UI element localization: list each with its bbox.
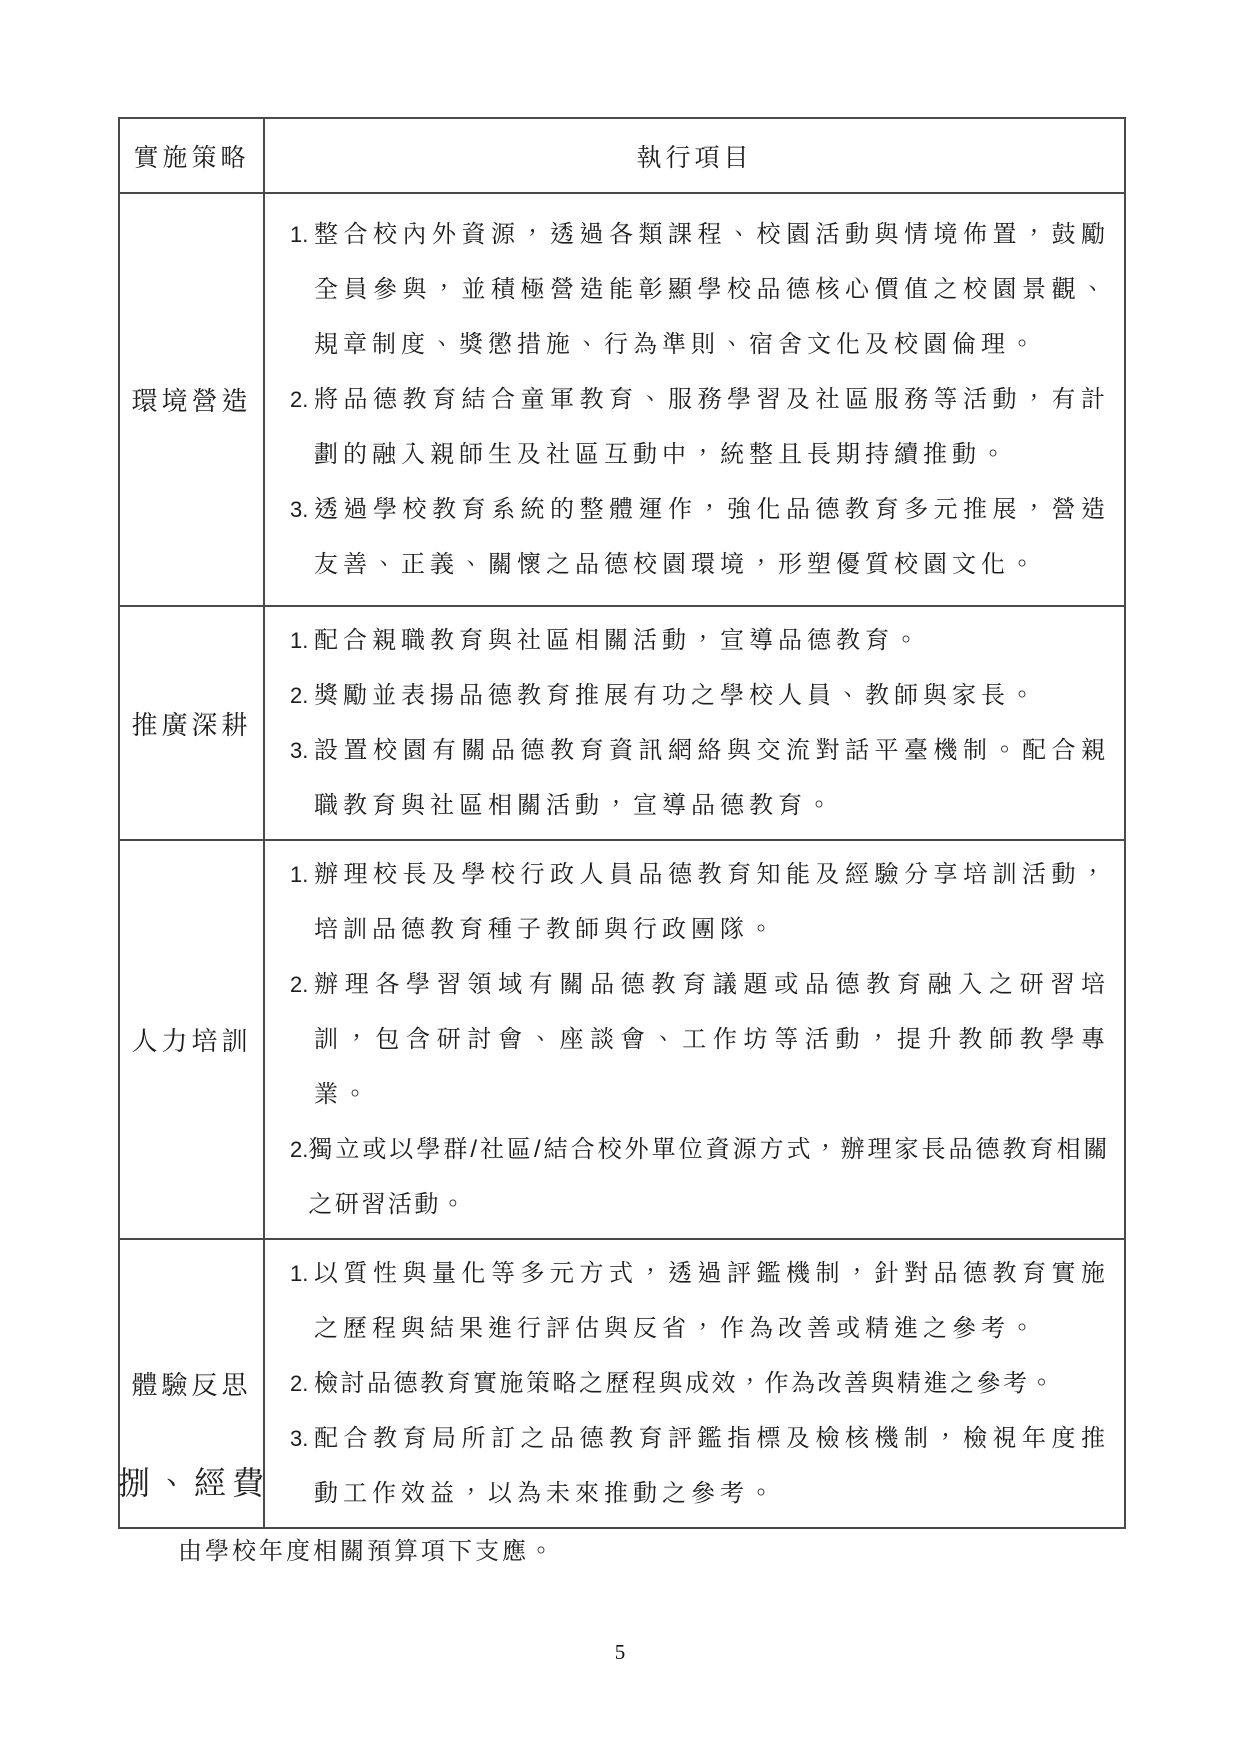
strategy-cell: 人力培訓 [120, 841, 265, 1238]
item-number: 2. [290, 683, 309, 708]
list-item [290, 482, 1110, 592]
section-heading: 捌、經費 [118, 1465, 271, 1501]
item-number: 1. [290, 1261, 309, 1286]
list-item [290, 207, 1110, 372]
list-item [290, 613, 1110, 668]
list-item [290, 957, 1110, 1122]
header-items-cell: 執行項目 [636, 143, 753, 172]
item-text: 整合校內外資源，透過各類課程、校園活動與情境佈置，鼓勵全員參與，並積極營造能彰顯學校品德核心價值之校園景觀、規章制度、獎懲措施、行為準則、宿舍文化及校園倫理。 [314, 221, 1110, 358]
table-row [120, 192, 1124, 605]
table-row [120, 605, 1124, 839]
strategy-cell: 環境營造 [120, 194, 265, 605]
page-number: 5 [614, 1640, 626, 1664]
item-text: 辦理各學習領域有關品德教育議題或品德教育融入之研習培訓，包含研討會、座談會、工作坊等活動，提升教師教學專業。 [314, 971, 1110, 1108]
item-number: 1. [290, 222, 309, 247]
list-item [290, 1411, 1110, 1521]
item-text: 辦理校長及學校行政人員品德教育知能及經驗分享培訓活動，培訓品德教育種子教師與行政團隊。 [314, 861, 1110, 943]
list-item [290, 847, 1110, 957]
items-cell [265, 607, 1124, 839]
item-text: 以質性與量化等多元方式，透過評鑑機制，針對品德教育實施之歷程與結果進行評估與反省，作為改善或精進之參考。 [314, 1260, 1110, 1342]
strategy-cell: 體驗反思 [120, 1240, 265, 1527]
items-cell [265, 194, 1124, 605]
items-cell [265, 1240, 1124, 1527]
item-text: 透過學校教育系統的整體運作，強化品德教育多元推展，營造友善、正義、關懷之品德校園環境，形塑優質校園文化。 [314, 496, 1110, 578]
item-text: 配合親職教育與社區相關活動，宣導品德教育。 [314, 627, 923, 654]
item-number: 3. [290, 1426, 309, 1451]
item-number: 2. [290, 387, 309, 412]
list-item [290, 668, 1110, 723]
item-text: 檢討品德教育實施策略之歷程與成效，作為改善與精進之參考。 [314, 1370, 1056, 1397]
list-item [290, 372, 1110, 482]
item-number: 1. [290, 628, 309, 653]
item-number: 1. [290, 862, 309, 887]
list-item [290, 1246, 1110, 1356]
header-strategy-cell: 實施策略 [120, 119, 265, 192]
item-text: 獨立或以學群/社區/結合校外單位資源方式，辦理家長品德教育相關之研習活動。 [308, 1136, 1110, 1218]
item-number: 3. [290, 738, 309, 763]
item-number: 2. [290, 1137, 309, 1162]
strategy-table [118, 117, 1126, 1529]
items-cell [265, 841, 1124, 1238]
item-text: 獎勵並表揚品德教育推展有功之學校人員、教師與家長。 [314, 682, 1039, 709]
table-header-row [120, 119, 1124, 192]
item-text: 將品德教育結合童軍教育、服務學習及社區服務等活動，有計劃的融入親師生及社區互動中，統整且長期持續推動。 [314, 386, 1110, 468]
item-number: 3. [290, 497, 309, 522]
strategy-cell: 推廣深耕 [120, 607, 265, 839]
table-row [120, 1238, 1124, 1527]
item-number: 2. [290, 1371, 309, 1396]
item-text: 設置校園有關品德教育資訊網絡與交流對話平臺機制。配合親職教育與社區相關活動，宣導品德教育。 [314, 737, 1110, 819]
list-item [290, 723, 1110, 833]
item-number: 2. [290, 972, 309, 997]
section-body-text: 由學校年度相關預算項下支應。 [178, 1538, 556, 1565]
item-text: 配合教育局所訂之品德教育評鑑指標及檢核機制，檢視年度推動工作效益，以為未來推動之參考。 [314, 1425, 1110, 1507]
table-row [120, 839, 1124, 1238]
list-item [290, 1356, 1110, 1411]
list-item [290, 1122, 1110, 1232]
